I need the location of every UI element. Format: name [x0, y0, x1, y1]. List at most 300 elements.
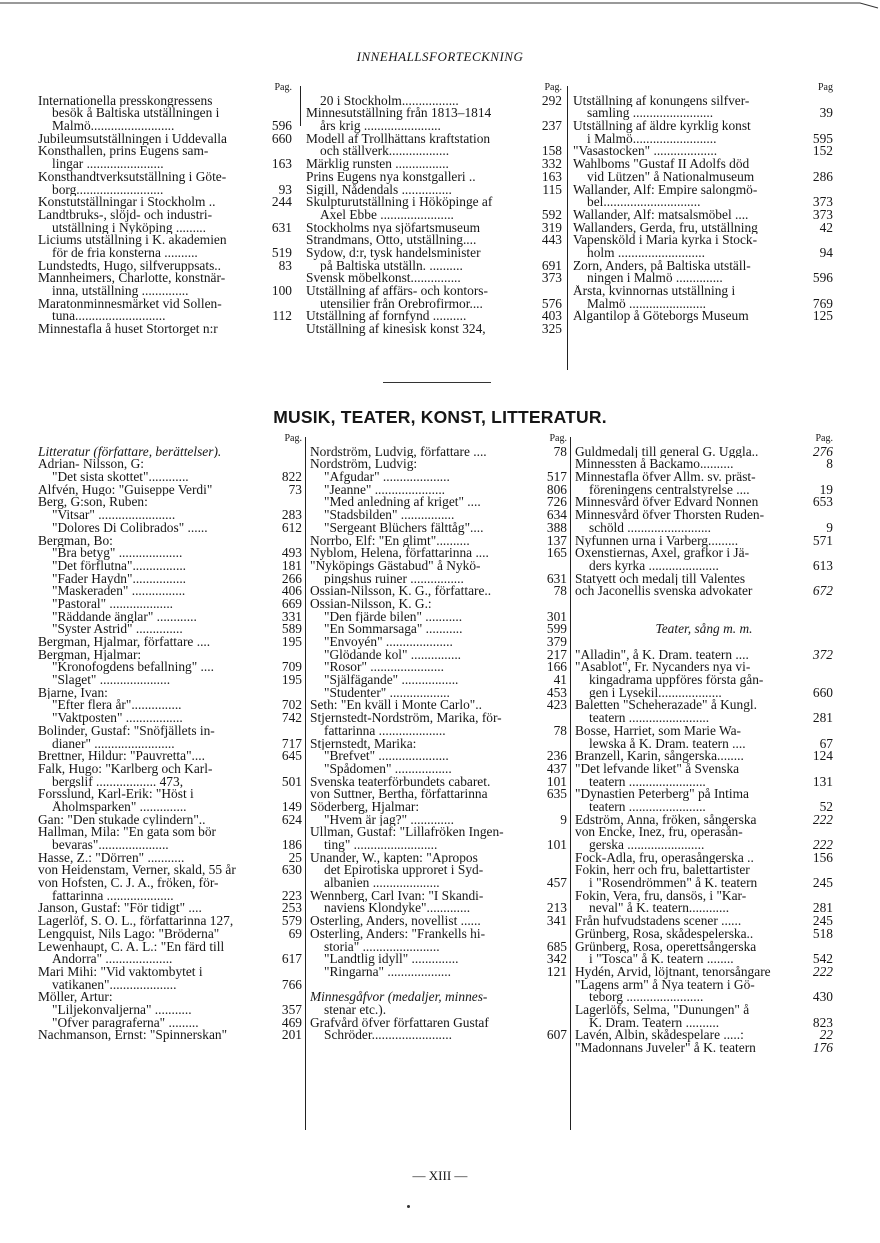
index-entry	[310, 509, 567, 522]
page-number-ref: 592	[541, 208, 562, 222]
page-column-label	[38, 82, 292, 95]
entry-text: "Det sista skottet"............	[52, 471, 189, 484]
index-entry	[38, 446, 302, 459]
page-number-ref: 94	[819, 246, 833, 260]
index-entry	[575, 750, 833, 763]
page-number-ref: 357	[281, 1003, 302, 1017]
entry-text: Pag.	[549, 433, 567, 444]
section-title: MUSIK, TEATER, KONST, LITTERATUR.	[273, 407, 607, 427]
entry-text: Lagerlöf, S. O. L., författarinna 127,	[38, 915, 234, 928]
index-entry	[306, 234, 562, 247]
subsection-heading	[575, 623, 833, 636]
index-entry	[38, 915, 302, 928]
page-number-ref: 78	[553, 445, 567, 459]
index-entry	[573, 145, 833, 158]
index-entry	[310, 1029, 567, 1042]
page-number-ref: 406	[281, 585, 302, 598]
entry-text: Österling, Anders: "Frankells hi-	[310, 927, 486, 941]
index-entry	[38, 95, 292, 108]
index-entry	[575, 636, 833, 649]
index-entry	[573, 209, 833, 222]
entry-text: Guldmedalj till general G. Uggla..	[575, 445, 759, 459]
entry-text: samling ........................	[587, 107, 714, 121]
entry-text: Modell af Trollhättans kraftstation	[306, 132, 491, 146]
page-number-ref: 341	[546, 915, 567, 928]
index-entry	[575, 902, 833, 915]
page-number-ref: 589	[281, 623, 302, 636]
entry-text: Jubileumsutställningen i Uddevalla	[38, 132, 227, 146]
index-entry	[575, 776, 833, 789]
page-number-ref: 163	[541, 170, 562, 184]
page-number-ref: 596	[271, 120, 292, 133]
index-entry	[310, 535, 567, 548]
index-entry	[306, 95, 562, 108]
index-entry	[38, 814, 302, 827]
entry-text: "Nyköpings Gästabud" å Nykö-	[310, 559, 481, 573]
page-number-ref: 281	[812, 902, 833, 916]
entry-text: Mannheimers, Charlotte, konstnär-	[38, 272, 226, 285]
index-entry	[310, 814, 567, 827]
index-entry	[575, 788, 833, 801]
ink-speck	[407, 1205, 410, 1208]
entry-text: "Den fjärde bilen" ...........	[324, 610, 463, 624]
index-entry	[38, 979, 302, 992]
entry-text: Minnesvård öfver Edvard Nonnen	[575, 496, 759, 510]
page-number-ref: 612	[281, 521, 302, 535]
entry-text: borg..........................	[52, 183, 164, 197]
entry-text: Internationella presskongressens	[38, 94, 213, 108]
index-entry	[573, 222, 833, 235]
entry-text: Berg, G:son, Ruben:	[38, 496, 148, 510]
entry-text: Hydén, Arvid, löjtnant, tenorsångare	[575, 965, 771, 979]
index-entry	[575, 1004, 833, 1017]
entry-text: Bjarne, Ivan:	[38, 686, 108, 700]
page-number-ref: 8	[826, 458, 833, 472]
index-entry	[575, 484, 833, 497]
index-entry	[38, 158, 292, 171]
entry-text: Svensk möbelkonst...............	[306, 272, 461, 285]
entry-text: Grünberg, Rosa, operettsångerska	[575, 940, 757, 954]
index-entry	[310, 738, 567, 751]
entry-text: Utställning af kinesisk konst 324,	[306, 323, 486, 336]
content-column-3	[575, 433, 833, 1055]
page-number-ref: 717	[281, 737, 302, 751]
page-number-ref: 158	[541, 145, 562, 159]
page-number-ref: 121	[546, 965, 567, 979]
entry-text: "En Sommarsaga" ...........	[324, 623, 463, 636]
entry-text: Hallman, Mila: "En gata som bör	[38, 826, 217, 839]
page-number-ref: 372	[812, 648, 833, 662]
index-entry	[38, 725, 302, 738]
entry-text: "Kronofogdens befallning" ....	[52, 661, 214, 675]
entry-text: ting" .........................	[324, 839, 438, 852]
entry-text: bel.............................	[587, 196, 701, 209]
entry-text: Bergman, Hjalmar:	[38, 648, 142, 662]
page-number-ref: 101	[546, 839, 567, 852]
index-entry	[306, 323, 562, 336]
entry-text: Märklig runsten ................	[306, 158, 449, 171]
page-number-ref: 332	[541, 158, 562, 171]
entry-text: Grafvård öfver författaren Gustaf	[310, 1016, 489, 1030]
entry-text: Nyfunnen urna i Varberg.........	[575, 534, 739, 548]
index-entry	[306, 298, 562, 311]
entry-text: lewska å K. Dram. teatern ....	[589, 737, 746, 751]
entry-text: "Madonnans Juveler" å K. teatern	[575, 1042, 756, 1055]
page-number-ref: 631	[271, 221, 292, 235]
entry-text: "Det lefvande liket" å Svenska	[575, 762, 740, 776]
page-number-ref: 631	[546, 572, 567, 586]
page-number-ref: 245	[812, 915, 833, 928]
entry-text: Oxenstiernas, Axel, grafkor i Jä-	[575, 547, 750, 560]
content-column-2	[310, 433, 567, 1042]
index-entry	[575, 547, 833, 560]
entry-text: Zorn, Anders, på Baltiska utställ-	[573, 259, 751, 273]
index-entry	[38, 928, 302, 941]
entry-text: "Stadsbilden" ................	[324, 509, 455, 522]
page-number-ref: 342	[546, 953, 567, 966]
page-number-ref: 73	[288, 483, 302, 497]
entry-text: Nordström, Ludvig:	[310, 458, 418, 472]
page-number-ref: 325	[541, 323, 562, 336]
index-entry	[310, 699, 567, 712]
entry-text: dianer" ........................	[52, 737, 175, 751]
entry-text: Liciums utställning i K. akademien	[38, 234, 227, 247]
index-entry	[38, 738, 302, 751]
index-entry	[38, 611, 302, 624]
entry-text: "Öfver paragraferna" .........	[52, 1016, 199, 1030]
column-divider	[570, 437, 571, 1130]
page-number-ref: 41	[553, 674, 567, 687]
index-entry	[575, 446, 833, 459]
index-entry	[575, 522, 833, 535]
page-number-ref: 518	[812, 927, 833, 941]
index-entry	[38, 171, 292, 184]
index-entry	[306, 120, 562, 133]
entry-text: på Baltiska utställn. ..........	[320, 259, 463, 273]
entry-text: "Dynastien Peterberg" på Intima	[575, 788, 749, 801]
entry-text: Malmö .......................	[587, 297, 707, 311]
index-entry	[306, 133, 562, 146]
index-entry	[310, 839, 567, 852]
page-number-ref: 213	[546, 902, 567, 916]
index-entry	[575, 725, 833, 738]
entry-text: Sigill, Nådendals ...............	[306, 183, 452, 197]
entry-text: Stjernstedt-Nordström, Marika, för-	[310, 712, 502, 725]
index-entry	[310, 547, 567, 560]
index-entry	[38, 522, 302, 535]
index-entry	[573, 285, 833, 298]
index-entry	[575, 611, 833, 624]
index-entry	[306, 171, 562, 184]
page-number-ref: 423	[546, 699, 567, 713]
page-number-ref: 453	[546, 686, 567, 700]
index-entry	[310, 522, 567, 535]
index-entry	[310, 458, 567, 471]
page-number-ref: 78	[553, 724, 567, 738]
page-number-ref: 766	[281, 978, 302, 992]
index-entry	[310, 877, 567, 890]
entry-text: Teater, sång m. m.	[655, 623, 753, 636]
page-number-ref: 42	[819, 221, 833, 235]
index-entry	[38, 699, 302, 712]
entry-text: kingadrama uppföres första gån-	[589, 674, 764, 687]
index-entry	[310, 573, 567, 586]
index-entry	[573, 260, 833, 273]
index-entry	[310, 826, 567, 839]
index-entry	[38, 145, 292, 158]
entry-text: "Själfägande" .................	[324, 674, 459, 687]
index-entry	[575, 941, 833, 954]
entry-text: Bolinder, Gustaf: "Snöfjällets in-	[38, 724, 215, 738]
page-column-label	[38, 433, 302, 446]
index-entry	[575, 839, 833, 852]
page-number-ref: 165	[546, 547, 567, 560]
page-number-ref: 579	[281, 915, 302, 928]
index-entry	[310, 623, 567, 636]
index-entry	[306, 184, 562, 197]
page-number-ref: 39	[819, 107, 833, 121]
entry-text: "Det förflutna"................	[52, 559, 187, 573]
page-number-ref: 624	[281, 813, 302, 827]
page-number-ref: 691	[541, 259, 562, 273]
index-entry	[575, 826, 833, 839]
entry-text: Andorra" ....................	[52, 953, 173, 966]
page-number-ref: 100	[271, 285, 292, 298]
entry-text: Minnestafla öfver Allm. sv. präst-	[575, 471, 756, 484]
entry-text: teatern .......................	[589, 800, 706, 814]
page-number-ref: 137	[546, 534, 567, 548]
column-divider	[305, 437, 306, 1130]
entry-text: för de fria konsterna ..........	[52, 246, 198, 260]
entry-text: Årsta, kvinnornas utställning i	[573, 285, 736, 298]
index-entry	[573, 120, 833, 133]
entry-text: Ullman, Gustaf: "Lillafröken Ingen-	[310, 826, 504, 839]
index-entry	[575, 928, 833, 941]
index-entry	[573, 184, 833, 197]
entry-text: Landtbruks-, slöjd- och industri-	[38, 208, 213, 222]
page-number-ref: 469	[281, 1016, 302, 1030]
entry-text: Wallander, Alf: Empire salongmö-	[573, 183, 758, 197]
entry-text: "Liljekonvaljerna" ...........	[52, 1003, 192, 1017]
entry-text: Möller, Artur:	[38, 991, 113, 1004]
page-number-ref: 576	[541, 297, 562, 311]
index-entry	[310, 852, 567, 865]
entry-text: Stockholms nya sjöfartsmuseum	[306, 221, 481, 235]
page-number-ref: 281	[812, 712, 833, 725]
index-entry	[575, 661, 833, 674]
entry-text: "Maskeraden" ................	[52, 585, 186, 598]
entry-text: "Med anledning af kriget" ....	[324, 496, 481, 510]
page-number-ref: 635	[546, 788, 567, 801]
index-entry	[310, 864, 567, 877]
index-entry	[573, 310, 833, 323]
entry-text: von Hofsten, C. J. A., fröken, för-	[38, 877, 219, 890]
index-entry	[38, 839, 302, 852]
entry-text: utställning i Nyköping .........	[52, 221, 206, 235]
entry-text: Forsslund, Karl-Erik: "Höst i	[38, 788, 194, 801]
index-entry	[575, 560, 833, 573]
entry-text: Minnesgåfvor (medaljer, minnes-	[310, 991, 488, 1004]
index-entry	[310, 687, 567, 700]
index-entry	[575, 1017, 833, 1030]
entry-text: gen i Lysekil...................	[589, 686, 722, 700]
page-number-ref: 607	[546, 1029, 567, 1042]
index-entry	[38, 234, 292, 247]
index-entry	[38, 209, 292, 222]
index-entry	[38, 852, 302, 865]
index-entry	[573, 234, 833, 247]
entry-text: Baletten "Scheherazade" å Kungl.	[575, 699, 757, 713]
index-entry	[575, 509, 833, 522]
page-number-ref: 223	[281, 889, 302, 903]
index-entry	[573, 247, 833, 260]
index-entry	[38, 826, 302, 839]
page-number-ref: 292	[541, 94, 562, 108]
entry-text: albanien ....................	[324, 877, 440, 890]
entry-text: teatern .......................	[589, 775, 706, 789]
page-number-ref: 630	[281, 864, 302, 878]
entry-text: "Bra betyg" ...................	[52, 547, 183, 560]
page-number-ref: 245	[812, 877, 833, 890]
entry-text: Ossian-Nilsson, K. G., författare..	[310, 585, 492, 598]
entry-text: Skulpturutställning i Hököpinge af	[306, 196, 493, 209]
index-entry	[38, 953, 302, 966]
entry-text: pingshus ruiner ................	[324, 572, 464, 586]
entry-text: stenar etc.).	[324, 1003, 387, 1017]
page-number-ref: 613	[812, 559, 833, 573]
entry-text: "Alladin", å K. Dram. teatern ....	[575, 648, 749, 662]
index-entry	[38, 712, 302, 725]
entry-text: "Rosor" ......................	[324, 661, 444, 675]
index-entry	[310, 788, 567, 801]
entry-text: "Dolores Di Colibrados" ......	[52, 521, 208, 535]
index-entry	[306, 272, 562, 285]
page-number-ref: 595	[812, 132, 833, 146]
page-number-ref: 124	[812, 750, 833, 763]
index-entry	[38, 649, 302, 662]
page-number-ref: 769	[812, 297, 833, 311]
page-number-ref: 149	[281, 800, 302, 814]
index-entry	[310, 1017, 567, 1030]
page-number-ref: 596	[812, 272, 833, 285]
entry-text: Malmö.........................	[52, 120, 175, 133]
entry-text: fattarinna ....................	[52, 889, 174, 903]
page-number-ref: 685	[546, 940, 567, 954]
index-entry	[573, 272, 833, 285]
page-number-ref: 286	[812, 170, 833, 184]
entry-text: "Jeanne" .....................	[324, 483, 446, 497]
index-entry	[38, 788, 302, 801]
column-divider	[300, 86, 301, 126]
entry-text: Lundstedts, Hugo, silfveruppsats..	[38, 259, 221, 273]
index-entry	[575, 953, 833, 966]
index-entry	[38, 1029, 302, 1042]
entry-text: Grünberg, Rosa, skådespelerska..	[575, 927, 754, 941]
index-entry	[38, 636, 302, 649]
index-entry	[310, 712, 567, 725]
entry-text: Söderberg, Hjalmar:	[310, 800, 420, 814]
entry-text: Wahlboms "Gustaf II Adolfs död	[573, 158, 750, 171]
page-number-ref: 69	[288, 927, 302, 941]
index-entry	[38, 623, 302, 636]
entry-text: besök å Baltiska utställningen i	[52, 107, 220, 121]
page-number-ref: 542	[812, 953, 833, 966]
entry-text: Nordström, Ludvig, författare ....	[310, 445, 487, 459]
entry-text: Fokin, Vera, fru, dansös, i "Kar-	[575, 889, 747, 903]
entry-text: von Encke, Inez, fru, operasån-	[575, 826, 743, 839]
index-entry	[310, 446, 567, 459]
entry-text: Sydow, d:r, tysk handelsminister	[306, 246, 481, 260]
index-entry	[310, 560, 567, 573]
index-entry	[306, 196, 562, 209]
page-number-ref: 617	[281, 953, 302, 966]
entry-text: Litteratur (författare, berättelser).	[38, 445, 222, 459]
index-entry	[310, 484, 567, 497]
index-entry	[310, 598, 567, 611]
index-entry	[575, 966, 833, 979]
entry-text: Alfvén, Hugo: "Guiseppe Verdi"	[38, 483, 213, 497]
entry-text: Statyett och medalj till Valentes	[575, 572, 746, 586]
page-number-ref: 373	[812, 196, 833, 209]
page-number-ref: 181	[281, 559, 302, 573]
index-entry	[38, 1004, 302, 1017]
index-entry	[575, 598, 833, 611]
index-entry	[575, 674, 833, 687]
entry-text: Minnesutställning från 1813–1814	[306, 107, 492, 121]
index-entry	[306, 222, 562, 235]
page-number-ref: 653	[812, 496, 833, 510]
entry-text: Minnessten å Backamo..........	[575, 458, 734, 472]
page-number-ref: 430	[812, 991, 833, 1004]
entry-text: K. Dram. Teatern ..........	[589, 1016, 720, 1030]
index-entry	[306, 145, 562, 158]
entry-text: Norrbo, Elf: "En glimt"..........	[310, 534, 470, 548]
entry-text: Bergman, Bo:	[38, 534, 113, 548]
index-entry	[573, 95, 833, 108]
entry-text: vid Lützen" å Nationalmuseum	[587, 170, 755, 184]
index-entry	[310, 1004, 567, 1017]
index-entry	[38, 560, 302, 573]
entry-text: Älgantilop å Göteborgs Museum	[573, 310, 749, 324]
entry-text: Nachmanson, Ernst: "Spinnerskan"	[38, 1029, 228, 1042]
entry-text: Fokin, herr och fru, balettartister	[575, 864, 750, 878]
entry-text: Pag.	[284, 433, 302, 444]
index-entry	[575, 573, 833, 586]
index-entry	[575, 712, 833, 725]
entry-text: utensilier från Örebrofirmor....	[320, 297, 483, 311]
page-number-ref: 709	[281, 661, 302, 675]
index-entry	[575, 877, 833, 890]
entry-text: lingar .......................	[52, 158, 164, 171]
page-number-ref: 112	[272, 310, 292, 324]
entry-text: Ossian-Nilsson, K. G.:	[310, 597, 432, 611]
page-number-ref: 443	[541, 234, 562, 247]
page-number-ref: 634	[546, 509, 567, 522]
index-entry	[38, 310, 292, 323]
index-entry	[38, 598, 302, 611]
page-number-ref: 822	[281, 471, 302, 484]
index-entry	[575, 535, 833, 548]
entry-text: Minnestafla å huset Stortorget n:r	[38, 323, 218, 336]
index-entry	[575, 699, 833, 712]
index-entry	[38, 763, 302, 776]
index-entry	[575, 864, 833, 877]
page-number-ref: 222	[812, 839, 833, 852]
page-number-ref: 237	[541, 120, 562, 133]
page-number-ref: 176	[812, 1042, 833, 1055]
entry-text: Mari Mihi: "Vid vaktombytet i	[38, 965, 203, 979]
entry-text: "Sergeant Blüchers fälttåg"....	[324, 521, 484, 535]
